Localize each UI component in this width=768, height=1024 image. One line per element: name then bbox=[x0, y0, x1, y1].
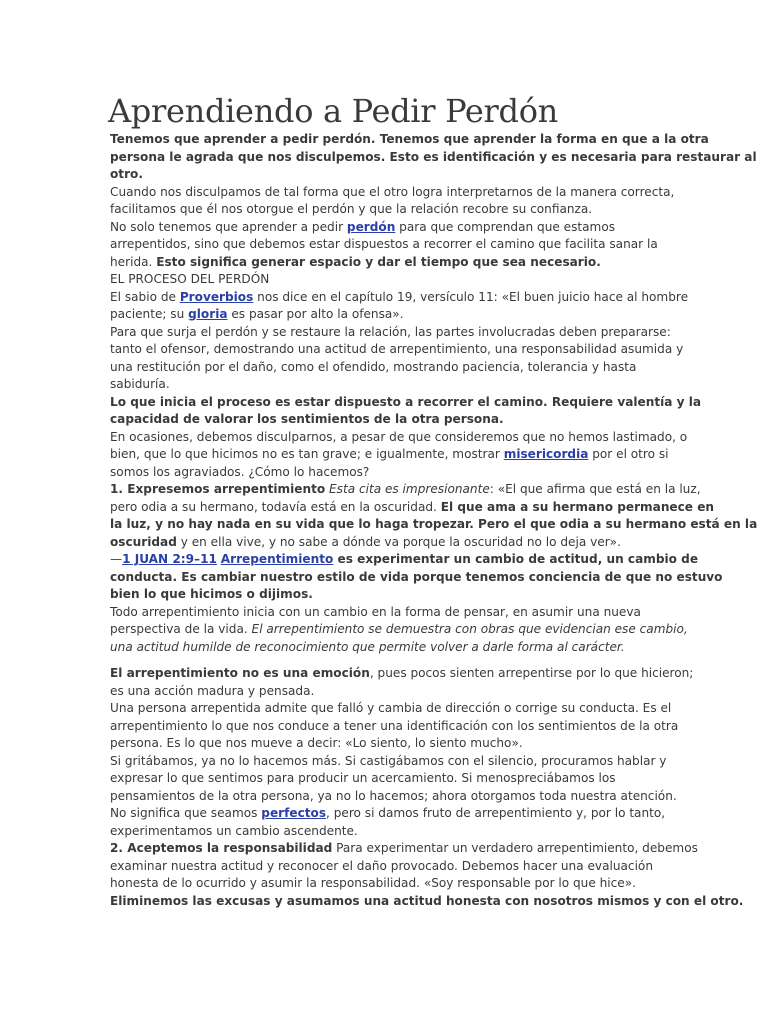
text-segment: conducta. Es cambiar nuestro estilo de vida porque tenemos conciencia de que no estuvo bbox=[110, 569, 723, 584]
text-segment: Esto significa generar espacio y dar el tiempo que sea necesario. bbox=[156, 254, 601, 269]
text-line bbox=[110, 499, 715, 517]
inline-link[interactable]: gloria bbox=[188, 307, 228, 321]
text-line bbox=[110, 805, 670, 823]
text-segment: Cuando nos disculpamos de tal forma que el otro logra interpretarnos de la manera correcta, bbox=[110, 184, 675, 199]
text-line bbox=[110, 411, 670, 429]
text-segment: — bbox=[110, 552, 123, 566]
text-line bbox=[110, 639, 670, 657]
text-segment: Tenemos que aprender a pedir perdón. Tenemos que aprender la forma en que a la otra bbox=[110, 132, 709, 146]
text-line bbox=[110, 341, 684, 359]
text-line bbox=[110, 149, 757, 167]
text-segment: otro. bbox=[110, 167, 143, 181]
text-line bbox=[110, 236, 670, 254]
text-segment: es pasar por alto la ofensa». bbox=[227, 307, 404, 321]
text-segment: Esta cita es impresionante bbox=[329, 482, 490, 496]
text-segment: perspectiva de la vida. bbox=[110, 622, 252, 636]
text-line bbox=[110, 893, 744, 911]
text-line bbox=[110, 429, 688, 447]
text-segment: facilitamos que él nos otorgue el perdón y que la relación recobre su confianza. bbox=[110, 202, 593, 216]
text-segment: nos dice en el capítulo 19, versículo 11: «El buen juicio hace al hombre bbox=[253, 289, 689, 304]
text-segment: Todo arrepentimiento inicia con un cambio en la forma de pensar, en asumir una nueva bbox=[110, 604, 641, 619]
text-line bbox=[110, 481, 701, 499]
text-line bbox=[110, 359, 670, 377]
text-segment: bien lo que hicimos o dijimos. bbox=[110, 587, 313, 601]
inline-link[interactable]: 1 JUAN 2:9–11 bbox=[122, 552, 217, 566]
text-line bbox=[110, 735, 670, 753]
text-segment: En ocasiones, debemos disculparnos, a pesar de que consideremos que no hemos lastimado, o bbox=[110, 429, 688, 444]
text-line bbox=[110, 289, 689, 307]
text-line bbox=[110, 753, 670, 771]
text-segment: bien, que lo que hicimos no es tan grave; e igualmente, mostrar bbox=[110, 447, 504, 461]
text-line bbox=[110, 184, 675, 202]
text-line bbox=[110, 534, 670, 552]
text-segment: es experimentar un cambio de actitud, un cambio de bbox=[333, 552, 699, 566]
text-segment: capacidad de valorar los sentimientos de la otra persona. bbox=[110, 412, 504, 426]
text-line bbox=[110, 840, 698, 858]
text-segment: arrepentimiento lo que nos conduce a tener una identificación con los sentimientos de la otra bbox=[110, 718, 679, 733]
text-segment: Lo que inicia el proceso es estar dispuesto a recorrer el camino. Requiere valentía y la bbox=[110, 394, 702, 409]
text-segment: persona le agrada que nos disculpemos. Esto es identificación y es necesaria para restaurar al bbox=[110, 149, 757, 164]
text-line bbox=[110, 875, 670, 893]
text-segment: pero odia a su hermano, todavía está en la oscuridad. bbox=[110, 499, 441, 514]
page-title: Aprendiendo a Pedir Perdón bbox=[108, 92, 558, 130]
text-segment: experimentamos un cambio ascendente. bbox=[110, 823, 358, 838]
text-line bbox=[110, 324, 670, 342]
inline-link[interactable]: Proverbios bbox=[179, 289, 254, 304]
text-line bbox=[110, 376, 670, 394]
text-segment: El que ama a su hermano permanece en bbox=[440, 499, 715, 514]
text-line bbox=[110, 770, 670, 788]
text-segment: oscuridad bbox=[110, 534, 177, 549]
text-segment: tanto el ofensor, demostrando una actitud de arrepentimiento, una responsabilidad asumida y bbox=[110, 342, 684, 356]
text-segment: 2. Aceptemos la responsabilidad bbox=[110, 841, 333, 855]
text-segment: El arrepentimiento no es una emoción bbox=[110, 666, 370, 680]
text-segment: : «El que afirma que está en la luz, bbox=[489, 482, 701, 496]
article-body bbox=[110, 131, 758, 910]
text-segment: No solo tenemos que aprender a pedir bbox=[110, 219, 347, 234]
text-segment: una actitud humilde de reconocimiento que permite volver a darle forma al carácter. bbox=[110, 639, 625, 654]
text-line bbox=[110, 683, 670, 701]
text-segment: Para que surja el perdón y se restaure la relación, las partes involucradas deben prepararse: bbox=[110, 324, 671, 339]
text-segment: examinar nuestra actitud y reconocer el daño provocado. Debemos hacer una evaluación bbox=[110, 858, 653, 873]
text-line bbox=[110, 166, 670, 184]
inline-link[interactable]: misericordia bbox=[503, 447, 589, 461]
text-line bbox=[110, 569, 723, 587]
text-segment: persona. Es lo que nos mueve a decir: «Lo siento, lo siento mucho». bbox=[110, 736, 523, 750]
text-segment: honesta de lo ocurrido y asumir la responsabilidad. «Soy responsable por lo que hice». bbox=[110, 876, 636, 890]
text-line bbox=[110, 306, 670, 324]
text-segment: El sabio de bbox=[110, 289, 180, 304]
text-segment: para que comprendan que estamos bbox=[395, 219, 616, 234]
text-segment: y en ella vive, y no sabe a dónde va porque la oscuridad no lo deja ver». bbox=[176, 534, 621, 549]
text-segment: expresar lo que sentimos para producir un acercamiento. Si menospreciábamos los bbox=[110, 771, 616, 785]
text-line bbox=[110, 551, 699, 569]
text-segment: somos los agraviados. ¿Cómo lo hacemos? bbox=[110, 464, 370, 479]
text-segment: la luz, y no hay nada en su vida que lo haga tropezar. Pero el que odia a su hermano está en la bbox=[110, 517, 758, 531]
text-segment: Si gritábamos, ya no lo hacemos más. Si castigábamos con el silencio, procuramos hablar y bbox=[110, 753, 667, 768]
text-line bbox=[110, 219, 670, 237]
inline-link[interactable]: Arrepentimiento bbox=[220, 552, 334, 566]
text-segment: por el otro si bbox=[588, 447, 669, 461]
inline-link[interactable]: perdón bbox=[346, 219, 396, 234]
text-line bbox=[110, 788, 677, 806]
text-line bbox=[110, 516, 758, 534]
text-line bbox=[110, 823, 670, 841]
text-line bbox=[110, 665, 694, 683]
text-line bbox=[110, 254, 670, 272]
text-line bbox=[110, 858, 670, 876]
text-segment: paciente; su bbox=[110, 307, 189, 321]
text-segment: Una persona arrepentida admite que falló y cambia de dirección o corrige su conducta. Es el bbox=[110, 701, 672, 715]
text-line bbox=[110, 464, 670, 482]
text-segment: herida. bbox=[110, 254, 157, 269]
text-line bbox=[110, 446, 670, 464]
text-line bbox=[110, 201, 670, 219]
text-line bbox=[110, 586, 670, 604]
text-segment: , pues pocos sienten arrepentirse por lo que hicieron; bbox=[369, 666, 694, 680]
text-segment: sabiduría. bbox=[110, 377, 170, 391]
text-segment: pensamientos de la otra persona, ya no lo hacemos; ahora otorgamos toda nuestra atención. bbox=[110, 788, 677, 803]
text-line bbox=[110, 394, 702, 412]
text-segment: No significa que seamos bbox=[110, 806, 262, 820]
text-line bbox=[110, 621, 688, 639]
text-segment: Para experimentar un verdadero arrepentimiento, debemos bbox=[332, 841, 698, 855]
text-line bbox=[110, 131, 709, 149]
text-segment: , pero si damos fruto de arrepentimiento y, por lo tanto, bbox=[326, 806, 666, 820]
text-segment: arrepentidos, sino que debemos estar dispuestos a recorrer el camino que facilita sanar la bbox=[110, 237, 658, 251]
text-segment: Eliminemos las excusas y asumamos una actitud honesta con nosotros mismos y con el otro. bbox=[110, 893, 744, 908]
text-segment: una restitución por el daño, como el ofendido, mostrando paciencia, tolerancia y hasta bbox=[110, 359, 637, 374]
text-line bbox=[110, 604, 670, 622]
inline-link[interactable]: perfectos bbox=[261, 806, 327, 820]
text-line bbox=[110, 718, 679, 736]
text-line bbox=[110, 271, 670, 289]
text-segment: EL PROCESO DEL PERDÓN bbox=[110, 272, 270, 286]
text-segment: El arrepentimiento se demuestra con obras que evidencian ese cambio, bbox=[251, 622, 688, 636]
text-segment: es una acción madura y pensada. bbox=[110, 683, 315, 698]
text-line bbox=[110, 700, 670, 718]
text-segment: 1. Expresemos arrepentimiento bbox=[110, 482, 326, 496]
